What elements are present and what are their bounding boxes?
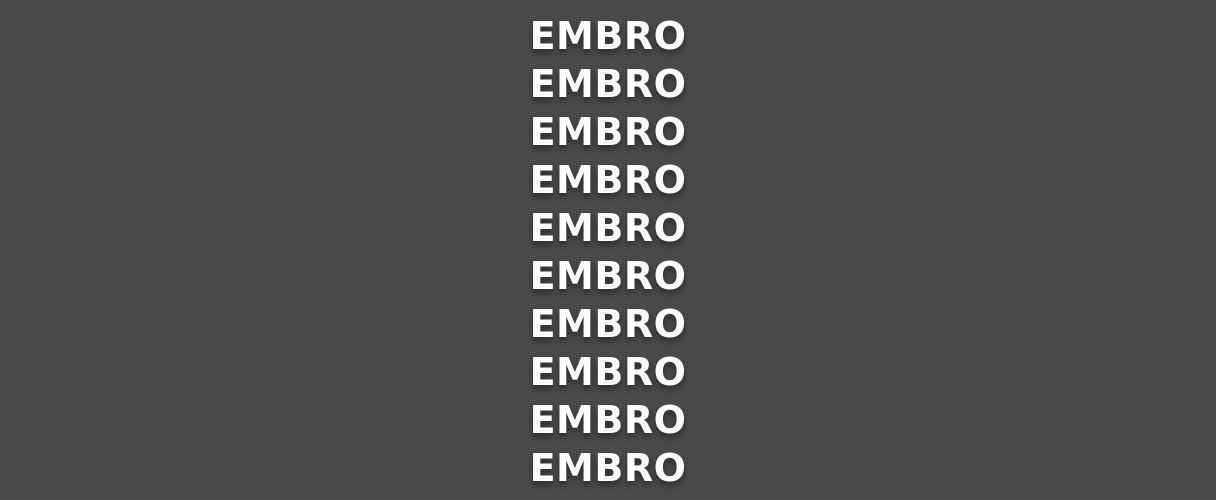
repeated-word: EMBRO [529, 254, 687, 298]
repeated-word: EMBRO [529, 158, 687, 202]
repeated-word: EMBRO [529, 398, 687, 442]
repeated-word: EMBRO [529, 62, 687, 106]
repeated-word: EMBRO [529, 302, 687, 346]
repeated-word: EMBRO [529, 350, 687, 394]
repeated-word: EMBRO [529, 110, 687, 154]
repeated-word: EMBRO [529, 206, 687, 250]
repeated-word: EMBRO [529, 446, 687, 490]
repeated-word: EMBRO [529, 14, 687, 58]
word-stack [0, 12, 1216, 492]
